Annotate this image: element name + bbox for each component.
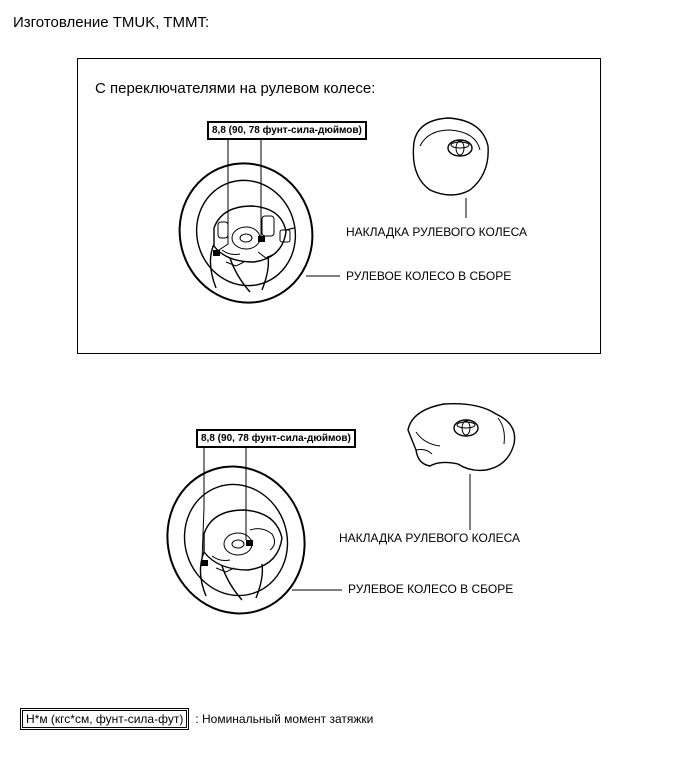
steering-pad-icon bbox=[408, 404, 515, 471]
page-heading: Изготовление TMUK, TMMT: bbox=[13, 14, 210, 31]
torque-spec-label: 8,8 (90, 78 фунт-сила-дюймов) bbox=[207, 121, 367, 140]
steering-pad-icon bbox=[413, 118, 488, 195]
wheel-label: РУЛЕВОЕ КОЛЕСО В СБОРЕ bbox=[348, 582, 514, 596]
legend-unit-box: Н*м (кгс*см, фунт-сила-фут) bbox=[22, 710, 187, 728]
wheel-label: РУЛЕВОЕ КОЛЕСО В СБОРЕ bbox=[346, 269, 512, 283]
toyota-logo-icon bbox=[454, 420, 478, 436]
steering-wheel-icon bbox=[148, 449, 323, 632]
torque-legend bbox=[22, 710, 373, 728]
frame-caption: С переключателями на рулевом колесе: bbox=[95, 80, 376, 97]
steering-wheel-icon bbox=[162, 146, 331, 320]
torque-spec-label: 8,8 (90, 78 фунт-сила-дюймов) bbox=[196, 429, 356, 448]
pad-label: НАКЛАДКА РУЛЕВОГО КОЛЕСА bbox=[339, 531, 521, 545]
pad-label: НАКЛАДКА РУЛЕВОГО КОЛЕСА bbox=[346, 225, 528, 239]
toyota-logo-icon bbox=[448, 140, 472, 156]
legend-description: : Номинальный момент затяжки bbox=[195, 712, 374, 726]
